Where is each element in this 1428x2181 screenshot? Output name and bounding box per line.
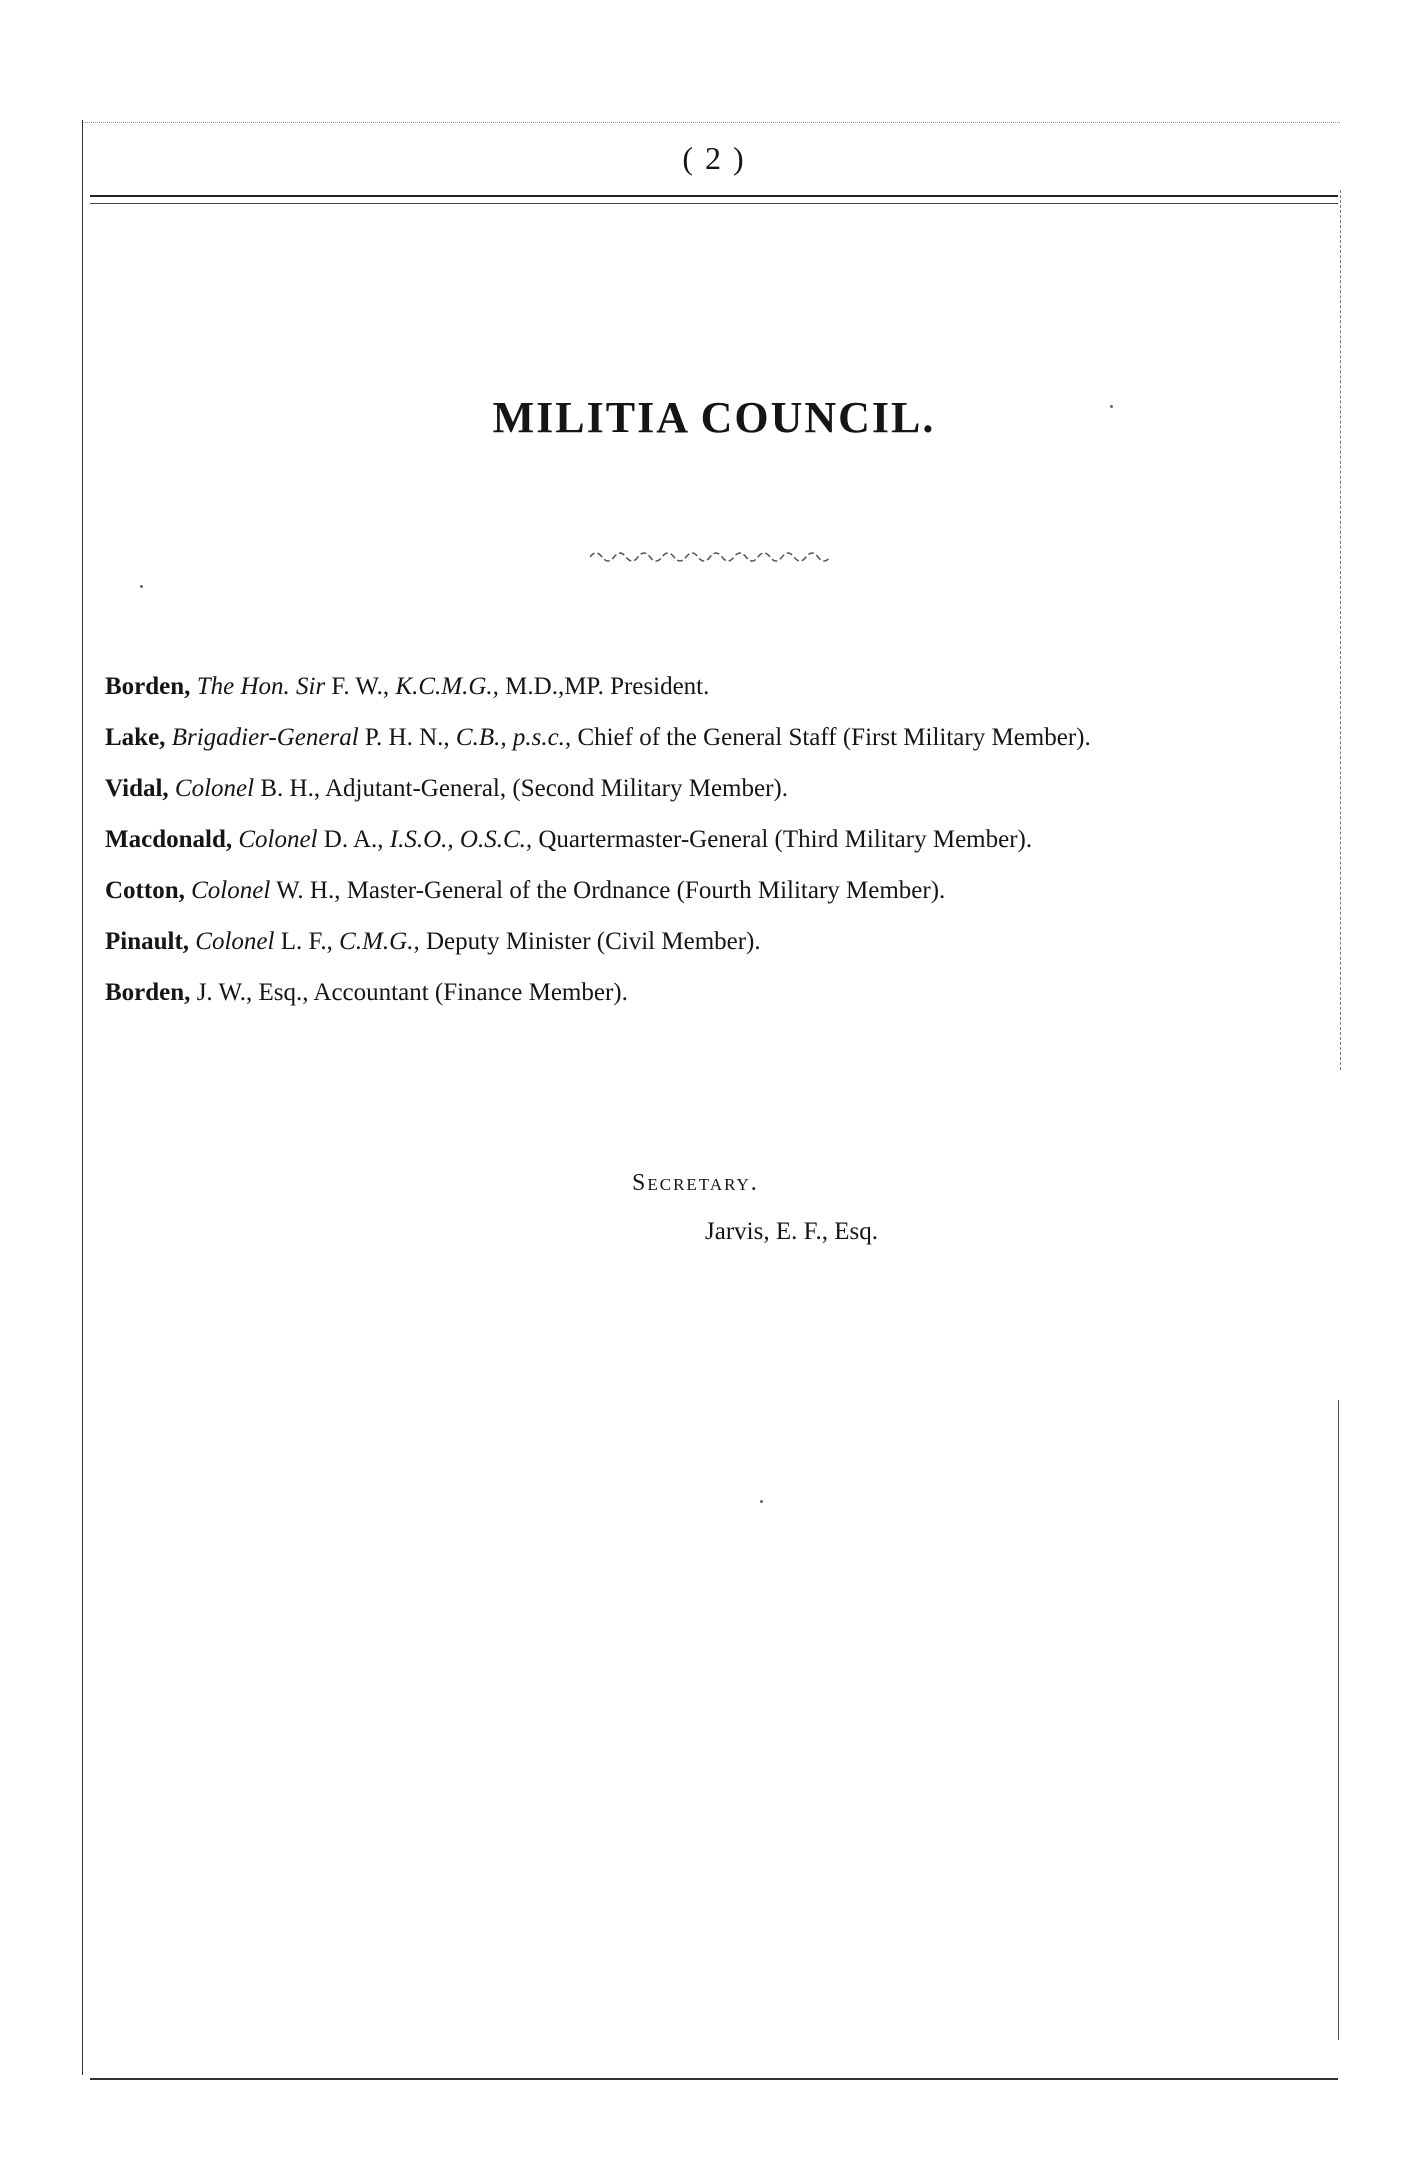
council-member-entry	[105, 823, 1345, 856]
member-rank: Colonel	[191, 877, 271, 904]
member-surname: Macdonald,	[105, 826, 233, 853]
council-member-entry	[105, 925, 1345, 958]
member-honours: C.M.G.,	[339, 928, 420, 955]
header-double-rule	[90, 195, 1338, 204]
member-rank: Colonel	[238, 826, 318, 853]
scan-speck	[1110, 405, 1113, 408]
member-surname: Borden,	[105, 673, 191, 700]
member-initials: L. F.,	[280, 928, 333, 955]
member-office: Adjutant-General, (Second Military Member).	[324, 775, 789, 802]
frame-right-border-lower	[1338, 1400, 1339, 2040]
member-initials: W. H.,	[276, 877, 341, 904]
member-office: Master-General of the Ordnance (Fourth Military Member).	[346, 877, 946, 904]
member-initials: D. A.,	[323, 826, 384, 853]
footer-rule	[90, 2078, 1338, 2080]
member-honours: C.B., p.s.c.,	[455, 724, 572, 751]
council-member-entry	[105, 874, 1345, 907]
member-office: Chief of the General Staff (First Military Member).	[577, 724, 1091, 751]
council-member-entry	[105, 976, 1345, 1009]
member-rank: Colonel	[195, 928, 275, 955]
council-member-entry	[105, 670, 1345, 703]
member-office: Quartermaster-General (Third Military Member).	[538, 826, 1033, 853]
member-office: Esq., Accountant (Finance Member).	[258, 979, 628, 1006]
member-office: M.D.,MP. President.	[505, 673, 710, 700]
member-rank: The Hon. Sir	[196, 673, 326, 700]
member-honours: K.C.M.G.,	[395, 673, 499, 700]
member-honours: I.S.O., O.S.C.,	[389, 826, 533, 853]
council-member-entry	[105, 721, 1345, 754]
member-surname: Borden,	[105, 979, 191, 1006]
member-office: Deputy Minister (Civil Member).	[425, 928, 761, 955]
scan-speck	[760, 1500, 763, 1503]
secretary-name: Jarvis, E. F., Esq.	[705, 1218, 878, 1245]
member-rank: Colonel	[174, 775, 255, 802]
member-initials: F. W.,	[331, 673, 390, 700]
page-number: ( 2 )	[682, 140, 746, 176]
council-member-entry	[105, 772, 1345, 805]
frame-top-border	[82, 122, 1340, 123]
member-rank: Brigadier-General	[171, 724, 359, 751]
member-surname: Vidal,	[105, 775, 169, 802]
member-initials: B. H.,	[260, 775, 321, 802]
wavy-ornament-divider	[590, 545, 840, 565]
member-surname: Cotton,	[105, 877, 185, 904]
scan-speck	[140, 585, 143, 588]
member-surname: Pinault,	[105, 928, 190, 955]
secretary-heading: Secretary.	[632, 1170, 759, 1196]
member-surname: Lake,	[105, 724, 166, 751]
council-member-list	[105, 670, 1345, 1027]
page-title: MILITIA COUNCIL.	[492, 393, 936, 442]
member-initials: J. W.,	[196, 979, 253, 1006]
member-initials: P. H. N.,	[364, 724, 450, 751]
